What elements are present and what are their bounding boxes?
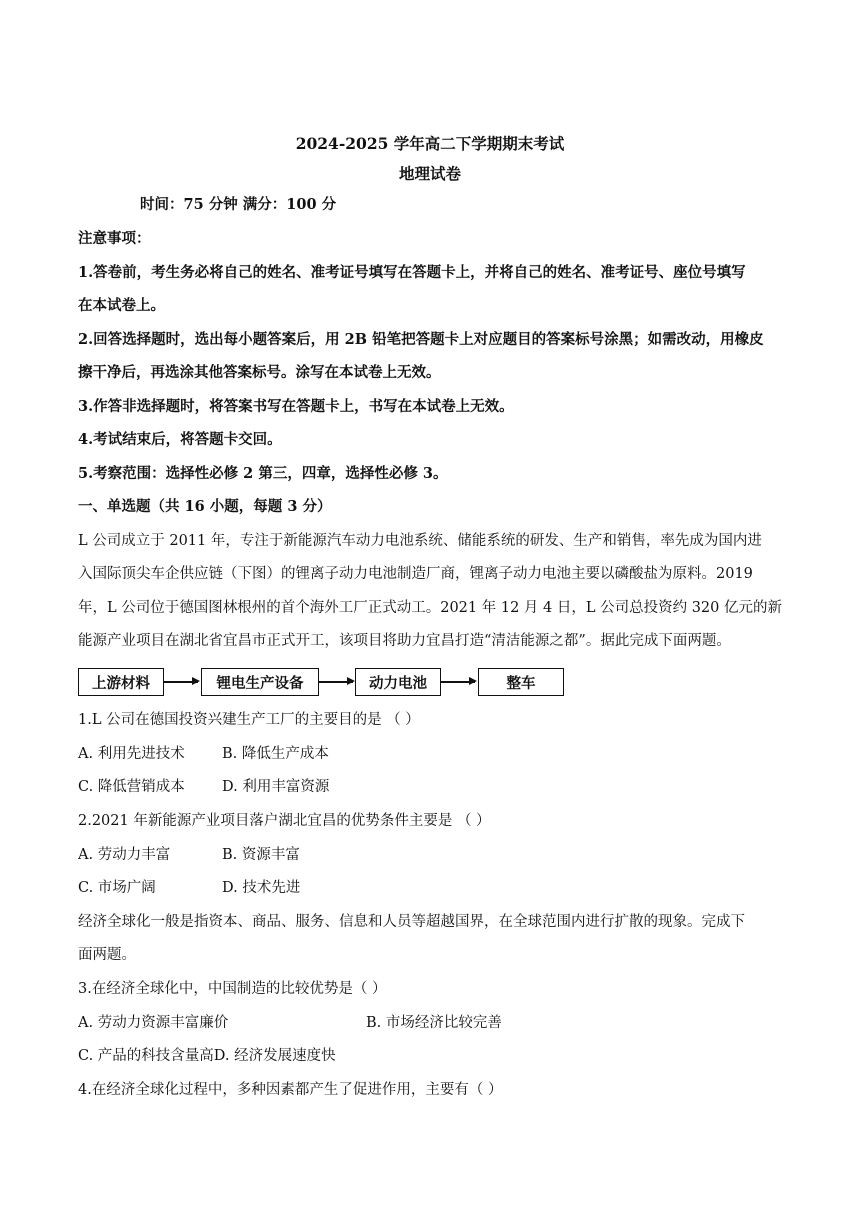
passage-1-line-3: 年，L 公司位于德国图林根州的首个海外工厂正式动工。2021 年 12 月 4 日，L 公司总投资约 320 亿元的新 bbox=[78, 600, 782, 616]
flow-arrow-3 bbox=[441, 681, 475, 683]
notice-heading: 注意事项： bbox=[78, 230, 151, 247]
question-2-stem: 2.2021 年新能源产业项目落户湖北宜昌的优势条件主要是 （ ） bbox=[78, 813, 491, 829]
question-1-option-d: D. 利用丰富资源 bbox=[222, 779, 330, 795]
flow-arrow-2 bbox=[319, 681, 353, 683]
exam-time-info: 时间：75 分钟 满分：100 分 bbox=[140, 196, 337, 213]
passage-1-line-1: L 公司成立于 2011 年，专注于新能源汽车动力电池系统、储能系统的研发、生产和销售，率先成为国内进 bbox=[78, 533, 762, 549]
question-4-stem: 4.在经济全球化过程中，多种因素都产生了促进作用，主要有（ ） bbox=[78, 1082, 503, 1098]
notice-item-1-line-1: 1.答卷前，考生务必将自己的姓名、准考证号填写在答题卡上，并将自己的姓名、准考证号、座位号填写 bbox=[78, 264, 746, 281]
passage-2-line-2: 面两题。 bbox=[78, 947, 136, 963]
question-3-option-a: A. 劳动力资源丰富廉价 bbox=[78, 1015, 229, 1031]
passage-2-line-1: 经济全球化一般是指资本、商品、服务、信息和人员等超越国界，在全球范围内进行扩散的现象。完成下 bbox=[78, 914, 745, 930]
question-2-option-d: D. 技术先进 bbox=[222, 880, 301, 896]
passage-1-line-2: 入国际顶尖车企供应链（下图）的锂离子动力电池制造厂商，锂离子动力电池主要以磷酸盐为原料。2019 bbox=[78, 566, 753, 582]
passage-1-line-4: 能源产业项目在湖北省宜昌市正式开工，该项目将助力宜昌打造“清洁能源之都”。据此完成下面两题。 bbox=[78, 633, 731, 649]
question-1-stem: 1.L 公司在德国投资兴建生产工厂的主要目的是 （ ） bbox=[78, 712, 420, 728]
notice-item-2-line-1: 2.回答选择题时，选出每小题答案后，用 2B 铅笔把答题卡上对应题目的答案标号涂黑；如需改动，用橡皮 bbox=[78, 331, 764, 348]
flow-box-vehicle: 整车 bbox=[478, 668, 564, 696]
notice-item-2-line-2: 擦干净后，再选涂其他答案标号。涂写在本试卷上无效。 bbox=[78, 364, 441, 381]
notice-item-3: 3.作答非选择题时，将答案书写在答题卡上，书写在本试卷上无效。 bbox=[78, 398, 514, 415]
question-1-option-a: A. 利用先进技术 bbox=[78, 746, 185, 762]
notice-item-5: 5.考察范围：选择性必修 2 第三，四章，选择性必修 3。 bbox=[78, 465, 448, 482]
flow-arrow-1 bbox=[164, 681, 198, 683]
question-3-option-c-d: C. 产品的科技含量高D. 经济发展速度快 bbox=[78, 1048, 336, 1064]
notice-item-4: 4.考试结束后，将答题卡交回。 bbox=[78, 431, 282, 448]
section-heading: 一、单选题（共 16 小题，每题 3 分） bbox=[78, 498, 332, 515]
flow-box-battery-equipment: 锂电生产设备 bbox=[201, 668, 319, 696]
exam-subject: 地理试卷 bbox=[398, 164, 461, 183]
question-2-option-c: C. 市场广阔 bbox=[78, 880, 156, 896]
question-3-option-b: B. 市场经济比较完善 bbox=[366, 1015, 502, 1031]
question-1-option-b: B. 降低生产成本 bbox=[222, 746, 329, 762]
notice-item-1-line-2: 在本试卷上。 bbox=[78, 297, 165, 314]
question-1-option-c: C. 降低营销成本 bbox=[78, 779, 185, 795]
flow-box-power-battery: 动力电池 bbox=[355, 668, 441, 696]
question-2-option-b: B. 资源丰富 bbox=[222, 847, 300, 863]
question-3-stem: 3.在经济全球化中，中国制造的比较优势是（ ） bbox=[78, 981, 387, 997]
exam-title: 2024-2025 学年高二下学期期末考试 bbox=[295, 134, 565, 153]
flow-box-upstream-materials: 上游材料 bbox=[78, 668, 164, 696]
question-2-option-a: A. 劳动力丰富 bbox=[78, 847, 171, 863]
